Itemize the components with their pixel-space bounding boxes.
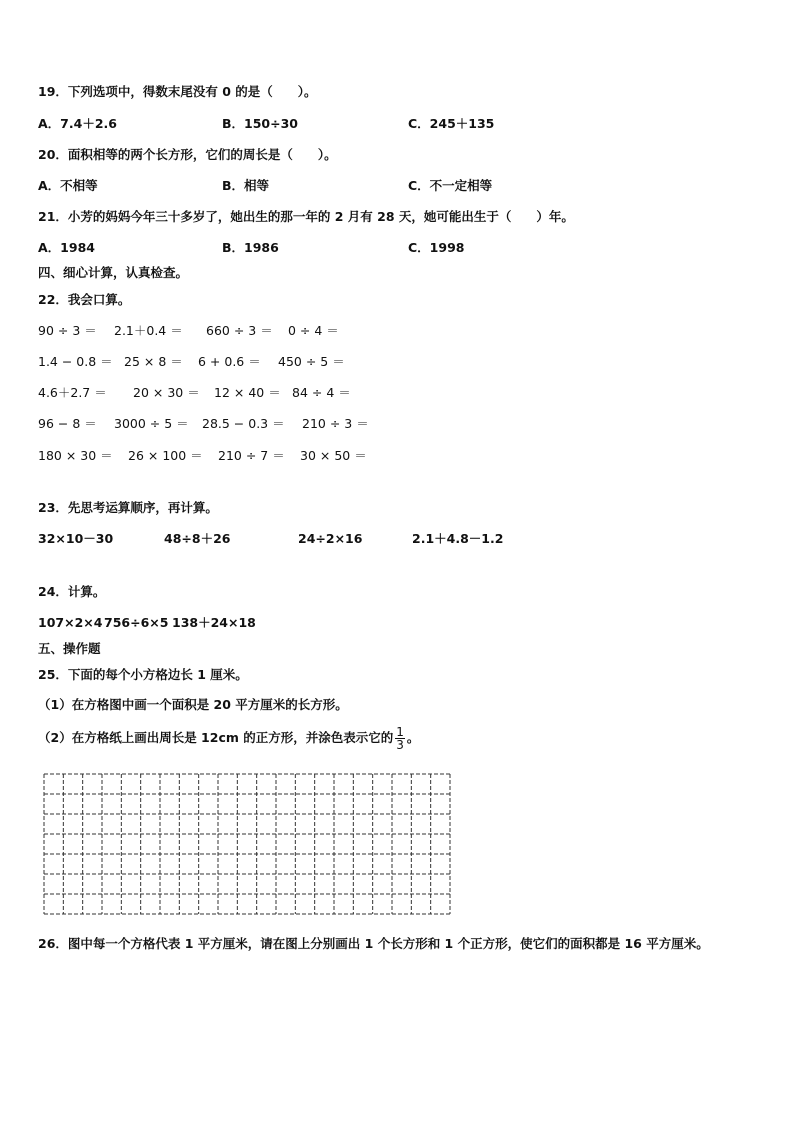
fraction-numerator: 1 [396, 725, 404, 739]
math-item: 96 − 8 ＝ [38, 416, 97, 431]
math-item: 4.6＋2.7 ＝ [38, 385, 107, 400]
question-21: 21．小芳的妈妈今年三十多岁了，她出生的那一年的 2 月有 28 天，她可能出生于（ ）年。 [38, 209, 574, 224]
question-25-part-2 [38, 726, 419, 751]
math-item: 12 × 40 ＝ [214, 385, 281, 400]
question-26: 26．图中每一个方格代表 1 平方厘米，请在图上分别画出 1 个长方形和 1 个正方形，使它们的面积都是 16 平方厘米。 [38, 936, 709, 951]
calc-item: 138＋24×18 [172, 615, 256, 630]
calc-item: 32×10－30 [38, 531, 114, 546]
option-b: B．150÷30 [222, 116, 298, 131]
option-c: C．1998 [408, 240, 465, 255]
math-item: 84 ÷ 4 ＝ [292, 385, 351, 400]
section-heading-4: 四、细心计算，认真检查。 [38, 265, 189, 280]
option-a: A．1984 [38, 240, 95, 255]
math-item: 30 × 50 ＝ [300, 448, 367, 463]
math-item: 20 × 30 ＝ [133, 385, 200, 400]
math-item: 210 ÷ 7 ＝ [218, 448, 285, 463]
part-2-end: 。 [406, 730, 420, 745]
fraction-denominator: 3 [396, 738, 404, 752]
calc-item: 756÷6×5 [104, 615, 169, 630]
math-item: 180 × 30 ＝ [38, 448, 113, 463]
option-c: C．不一定相等 [408, 178, 493, 193]
option-c: C．245＋135 [408, 116, 495, 131]
math-item: 28.5 − 0.3 ＝ [202, 416, 285, 431]
question-20: 20．面积相等的两个长方形，它们的周长是（ ）。 [38, 147, 337, 162]
question-22: 22．我会口算。 [38, 292, 131, 307]
question-19: 19．下列选项中，得数末尾没有 0 的是（ ）。 [38, 84, 317, 99]
question-24: 24．计算。 [38, 584, 106, 599]
fraction-one-third [395, 726, 405, 751]
question-25: 25．下面的每个小方格边长 1 厘米。 [38, 667, 248, 682]
math-item: 3000 ÷ 5 ＝ [114, 416, 189, 431]
option-b: B．相等 [222, 178, 270, 193]
calc-item: 48÷8＋26 [164, 531, 231, 546]
option-b: B．1986 [222, 240, 279, 255]
question-23: 23．先思考运算顺序，再计算。 [38, 500, 218, 515]
math-item: 2.1＋0.4 ＝ [114, 323, 183, 338]
option-a: A．7.4＋2.6 [38, 116, 117, 131]
part-2-text: （2）在方格纸上画出周长是 12cm 的正方形，并涂色表示它的 [38, 730, 394, 745]
math-item: 210 ÷ 3 ＝ [302, 416, 369, 431]
calc-item: 2.1＋4.8－1.2 [412, 531, 504, 546]
math-item: 25 × 8 ＝ [124, 354, 183, 369]
section-heading-5: 五、操作题 [38, 641, 101, 656]
calc-item: 107×2×4 [38, 615, 103, 630]
math-item: 0 ÷ 4 ＝ [288, 323, 339, 338]
math-item: 90 ÷ 3 ＝ [38, 323, 97, 338]
question-25-part-1: （1）在方格图中画一个面积是 20 平方厘米的长方形。 [38, 697, 348, 712]
math-item: 1.4 − 0.8 ＝ [38, 354, 113, 369]
math-item: 26 × 100 ＝ [128, 448, 203, 463]
calc-item: 24÷2×16 [298, 531, 363, 546]
math-item: 660 ÷ 3 ＝ [206, 323, 273, 338]
square-grid[interactable] [42, 772, 454, 920]
math-item: 6 + 0.6 ＝ [198, 354, 261, 369]
math-item: 450 ÷ 5 ＝ [278, 354, 345, 369]
option-a: A．不相等 [38, 178, 98, 193]
